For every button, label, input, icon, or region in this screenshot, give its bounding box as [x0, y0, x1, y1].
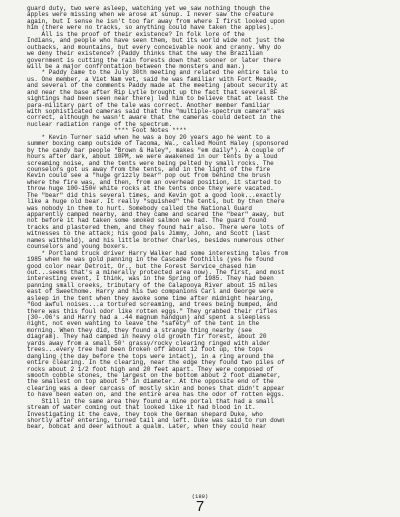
text-line: screaming noise, and the tents were being pelted by small rocks. The: [27, 159, 274, 167]
text-line: was nobody in them to hurt. Somebody called the National Guard: [27, 204, 252, 212]
text-line: him (there were no tracks, so anything could have taken the apples).: [27, 24, 274, 32]
text-line: All is the proof of their existence? In folk lore of the: [27, 30, 245, 38]
text-line: Investigating it the cave, they took the German shepard Duke, who: [27, 410, 263, 418]
text-line: east of Sweethome. Harry and his two companions Carl and George were: [27, 288, 274, 296]
text-line: "God awful noises...a tortured screaming, and trees being bumped, and: [27, 301, 278, 309]
text-line: government is cutting the rain forests down that sooner or later there: [27, 56, 282, 64]
text-line: (30-.06's and Harry had a .44 magnum handgun) and spent a sleepless: [27, 314, 271, 321]
body-text: [27, 6, 383, 431]
text-line: para-military part of the tale was correct. Another member familiar: [27, 101, 271, 109]
text-line: the smallest on top about 5" in diameter. At the opposite end of the: [27, 378, 274, 386]
text-line: Kevin could see a "huge grizzly bear" pop out from behind the brush: [27, 172, 271, 180]
text-line: night, not even wanting to leave the "safety" of the tent in the: [27, 320, 260, 328]
text-line: there was this foul odor like rotten eggs." They grabbed their rifles: [27, 307, 278, 315]
text-line: and near the base after Rip Lytle brought up the fact that several BF: [27, 88, 278, 96]
text-line: counselors got us away from the tents, and in the light of the fire: [27, 165, 271, 173]
text-line: again, but I sense he isn't too far away from where I first looked upon: [27, 17, 285, 25]
text-line: sightings had been seen near there) led him to believe that at least the: [27, 95, 289, 103]
text-line: out...seems that's a minerally protected area now). The first, and most: [27, 268, 285, 276]
text-line: asleep in the tent when they awoke some time after midnight hearing,: [27, 294, 274, 302]
text-line: to have been eaten on, and the entire area has the odor of rotten eggs.: [27, 391, 285, 399]
text-line: apples were missing when we arose at sunup. I never saw the creature: [27, 11, 274, 19]
text-line: witnesses to the attack; his good pals Jimmy, John, and Scott (last: [27, 230, 271, 238]
text-line: apparently camped nearby, and they came and scared the "bear" away, but: [27, 211, 285, 218]
text-line: counselors and young boxers.: [27, 243, 129, 251]
text-line: shortly after entering, turned tail and left. Duke was said to run down: [27, 417, 285, 424]
text-line: tracks and plastered them, and they found hair also. There were lots of: [27, 223, 285, 231]
text-line: and several of the comments Paddy made at the meeting (about security at: [27, 82, 289, 90]
text-line: 1985 when he was gold panning in the Cascade foothills (yes he found: [27, 256, 274, 264]
text-line: where the fire was, and then, from an overhead position, it started to: [27, 178, 282, 186]
text-line: with sophisticated cameras said that the "multiple-spectrum camera" was: [27, 108, 285, 115]
text-line: good color near Detroit, Or., but the Forest Service chased him: [27, 262, 256, 270]
text-line: correct, although he wasn't aware that the cameras could detect in the: [27, 114, 282, 122]
text-line: trees...every tree had been broken off about 12 foot up, the tops: [27, 346, 263, 354]
text-line: Still in the same area they found a mine portal that had a small: [27, 397, 274, 405]
text-line: Indians, and people who have seen them, but its world wide not just the: [27, 37, 285, 45]
text-line: clearing was a deer carcass of mostly skin and bones that didn't appear: [27, 384, 285, 392]
text-line: bear, bobcat and deer without a qualm. Later, when they could hear: [27, 423, 267, 431]
text-line: guard duty, two were asleep, watching yet we saw nothing though the: [27, 5, 271, 12]
text-line: we deny their existence? (Paddy thinks that the way the Brazilian: [27, 50, 263, 58]
text-line: like a huge old bear. It really "squished" the tents, but by then there: [27, 198, 285, 206]
page-number: (180): [191, 493, 209, 500]
text-line: panning small creeks, tributary of the Calapooya River about 15 miles: [27, 281, 278, 289]
text-line: * Kevin Turner said when he was a boy 20 years ago he went to a: [27, 133, 271, 141]
text-line: dangling (the day before the tops were intact), in a ring around the: [27, 352, 274, 360]
text-line: names withheld), and his little brother Charles, besides numerous other: [27, 236, 285, 244]
text-line: throw huge 100-150# white rocks at the tents once they were vacated.: [27, 185, 274, 193]
text-line: by the candy bar people "Brown & Haley", makes "em daily"). A couple of: [27, 146, 285, 154]
text-line: The "bear" did this several times, and Kevin got a good look...exactly: [27, 191, 282, 199]
text-line: entire clearing. In the clearing, near the edge they found two piles of: [27, 359, 285, 367]
text-line: stream of water coming out that looked like it had blood in it.: [27, 404, 256, 412]
text-line: not before it had taken some smoked salmon we had. The guard found: [27, 217, 267, 225]
text-line: **** Foot Notes ****: [27, 127, 187, 135]
text-line: * Paddy came to the July 30th meeting and related the entire tale to: [27, 69, 289, 77]
text-line: outbacks, and mountains, but every conceivable nook and cranny. Why do: [27, 43, 282, 51]
text-line: rocks about 2 1/2 foot high and 20 feet apart. They were composed of: [27, 365, 274, 373]
text-line: nuclear radiation range of the spectrum.: [27, 120, 173, 128]
text-line: morning. When they did, they found a strange thing nearby (see: [27, 326, 252, 334]
text-line: yards away from a small 50' grassy/rocky clearing ringed with alder: [27, 339, 271, 347]
issue-number: 7: [195, 498, 205, 515]
text-line: hours after dark, about 10PM, we were awakened in our tents by a loud: [27, 153, 278, 161]
text-line: summer boxing camp outside of Tacoma, Wa., called Mount Haley (sponsored: [27, 140, 289, 148]
text-line: diagram). They had camped in heavy old growth fir forest, about 20: [27, 333, 267, 341]
text-line: smooth cobble stones, the largest on the bottom about 2 foot diameter,: [27, 371, 282, 379]
text-line: us. One member, a Viet Nam vet, said he was familiar with Fort Meade,: [27, 75, 278, 83]
text-line: will be a major confrontation between the monsters and man.): [27, 62, 245, 70]
text-line: interesting event, I think, was in the Spring of 1985. They had been: [27, 275, 274, 283]
text-line: * Portland truck driver Harry Walker had some interesting tales from: [27, 249, 289, 257]
